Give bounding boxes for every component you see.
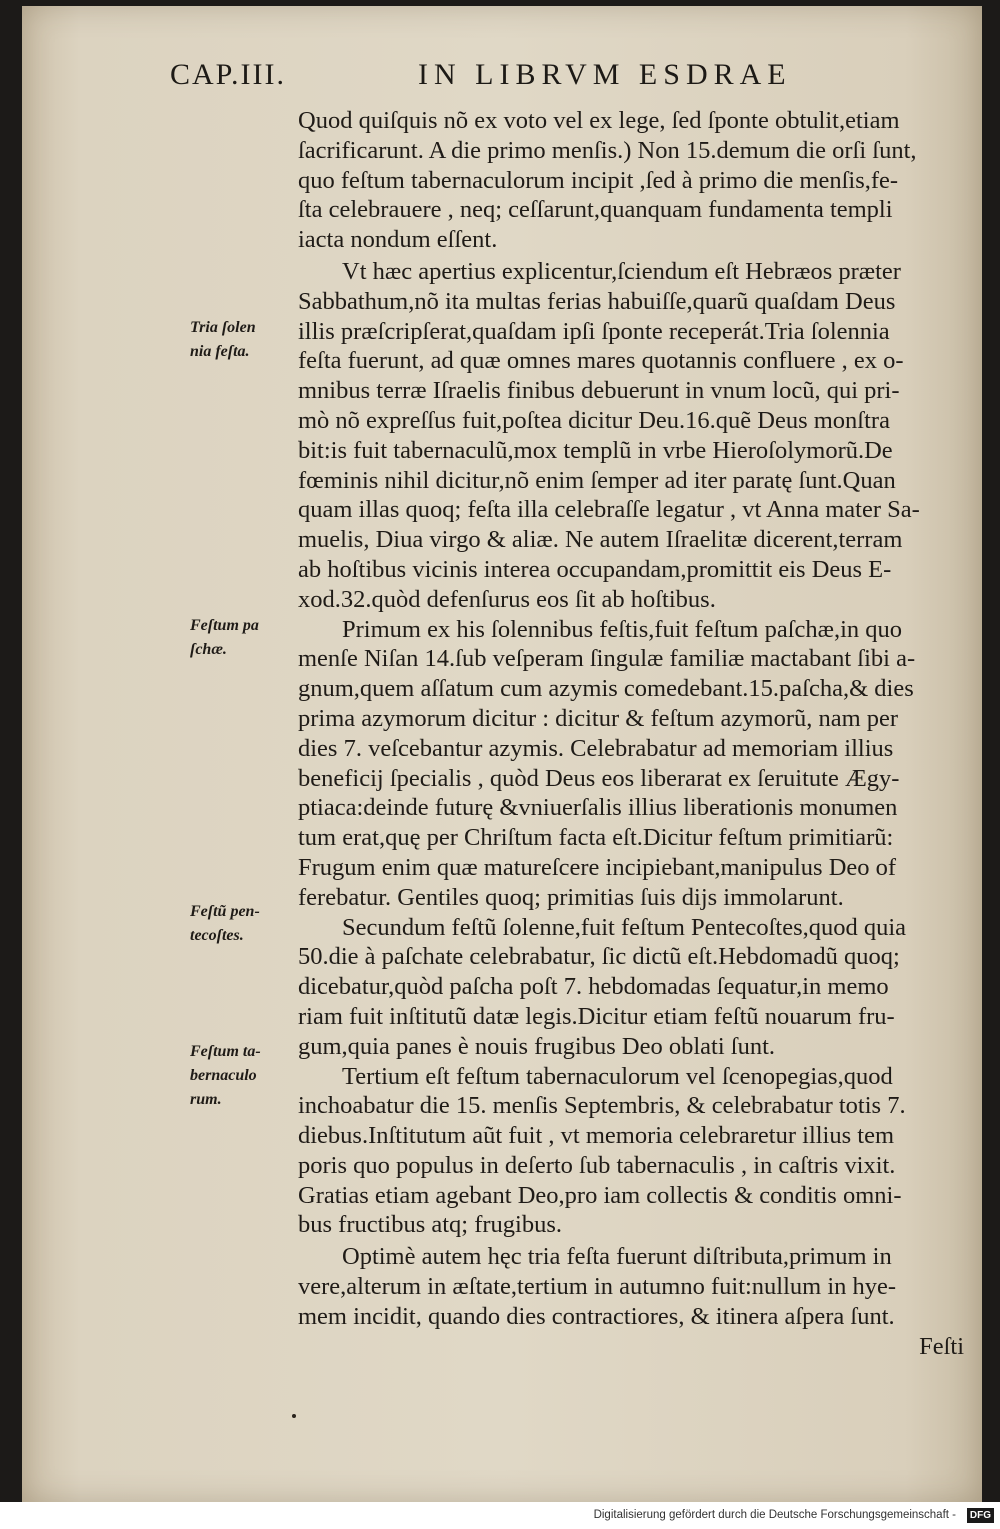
text-line: mnibus terræ Iſraelis finibus debuerunt in vnum locũ, qui pri- — [298, 377, 900, 405]
text-line: inchoabatur die 15. menſis Septembris, & celebrabatur totis 7. — [298, 1092, 906, 1120]
text-line: Optimè autem hęc tria feſta fuerunt diſtributa,primum in — [342, 1243, 892, 1271]
text-line: ferebatur. Gentiles quoq; primitias ſuis dijs immolarunt. — [298, 883, 844, 911]
text-line: Quod quiſquis nõ ex voto vel ex lege, ſed ſponte obtulit,etiam — [298, 107, 900, 134]
text-line: bit:is fuit tabernaculũ,mox templũ in vrbe Hieroſolymorũ.De — [298, 436, 893, 464]
text-line: dies 7. veſcebantur azymis. Celebrabatur ad memoriam illius — [298, 734, 894, 762]
text-line: 50.die à paſchate celebrabatur, ſic dictũ eſt.Hebdomadũ quoq; — [298, 943, 900, 971]
text-line: mò nõ expreſſus fuit,poſtea dicitur Deu.16.quẽ Deus monſtra — [298, 406, 890, 434]
text-line: Secundum feſtũ ſolenne,fuit feſtum Pentecoſtes,quod quia — [342, 913, 907, 941]
text-line: bus fructibus atq; frugibus. — [298, 1211, 563, 1239]
text-line: Tertium eſt feſtum tabernaculorum vel ſcenopegias,quod — [342, 1062, 893, 1090]
text-line: mem incidit, quando dies contractiores, & itinera aſpera ſunt. — [298, 1302, 895, 1330]
marginal-note-tria-solennia — [190, 316, 256, 364]
text-line: ptiaca:deinde futurę &vniuerſalis illius liberationis monumen — [298, 794, 898, 822]
marginal-note-line: nia feſta. — [190, 343, 250, 360]
marginal-note-festum-paschae — [190, 614, 259, 662]
text-line: Frugum enim quæ matureſcere incipiebant,manipulus Deo of — [298, 853, 897, 881]
text-line: iacta nondum eſſent. — [298, 226, 498, 254]
text-line: prima azymorum dicitur : dicitur & feſtum azymorũ, nam per — [298, 704, 899, 732]
text-line: poris quo populus in deſerto ſub tabernaculis , in caſtris vixit. — [298, 1151, 896, 1179]
text-line: Feſti — [919, 1332, 964, 1360]
text-line: menſe Niſan 14.ſub veſperam ſingulæ familiæ mactabant ſibi a- — [298, 645, 916, 673]
marginal-note-festum-tabernaculorum — [190, 1040, 261, 1112]
text-line: xod.32.quòd defenſurus eos ſit ab hoſtibus. — [298, 585, 716, 613]
text-line: tum erat,quę per Chriſtum facta eſt.Dicitur feſtum primitiarũ: — [298, 824, 894, 852]
marginal-note-line: Feſtũ pen- — [190, 903, 260, 920]
text-line: Gratias etiam agebant Deo,pro iam collectis & conditis omni- — [298, 1181, 902, 1209]
text-line: beneficij ſpecialis , quòd Deus eos liberarat ex ſeruitute Ægy- — [298, 764, 900, 792]
running-header — [170, 58, 950, 98]
marginal-note-line: ſchæ. — [190, 641, 227, 658]
footer-credit: Digitalisierung gefördert durch die Deutsche Forschungsgemeinschaft - — [593, 1509, 956, 1521]
marginal-note-line: Tria ſolen — [190, 319, 256, 336]
text-line: diebus.Inſtitutum aũt fuit , vt memoria celebraretur illius tem — [298, 1122, 895, 1150]
text-line: ſacrificarunt. A die primo menſis.) Non 15.demum die orſi ſunt, — [298, 136, 917, 164]
digitization-footer — [0, 1502, 1000, 1529]
ink-speck — [292, 1414, 296, 1418]
marginal-note-line: Feſtum pa — [190, 617, 259, 634]
marginal-note-line: tecoſtes. — [190, 927, 244, 944]
text-line: riam fuit inſtitutũ datæ legis.Dicitur etiam feſtũ nouarum fru- — [298, 1002, 895, 1030]
text-line: Vt hæc apertius explicentur,ſciendum eſt Hebræos præter — [342, 257, 901, 285]
text-line: gum,quia panes è nouis frugibus Deo oblati ſunt. — [298, 1032, 775, 1060]
text-line: Primum ex his ſolennibus feſtis,fuit feſtum paſchæ,in quo — [342, 615, 903, 643]
marginal-note-line: bernaculo — [190, 1067, 257, 1084]
text-line: dicebatur,quòd paſcha poſt 7. hebdomadas ſequatur,in memo — [298, 973, 889, 1001]
marginal-note-festum-pentecostes — [190, 900, 260, 948]
marginal-note-line: rum. — [190, 1091, 222, 1108]
text-line: muelis, Diua virgo & aliæ. Ne autem Iſraelitæ dicerent,terram — [298, 526, 903, 554]
text-line: vere,alterum in æſtate,tertium in autumno fuit:nullum in hye- — [298, 1273, 897, 1301]
chapter-number: CAP.III. — [170, 58, 287, 91]
text-line: illis præſcripſerat,quaſdam ipſi ſponte receperát.Tria ſolennia — [298, 317, 890, 345]
running-title: IN LIBRVM ESDRAE — [418, 58, 792, 91]
text-line: ſta celebrauere , neq; ceſſarunt,quanquam fundamenta templi — [298, 196, 893, 224]
text-line: fœminis nihil dicitur,nõ enim ſemper ad iter paratę ſunt.Quan — [298, 466, 896, 494]
text-line: ab hoſtibus vicinis interea occupandam,promittit eis Deus E- — [298, 555, 892, 583]
text-line: quo feſtum tabernaculorum incipit ,ſed à primo die menſis,fe- — [298, 166, 899, 194]
text-line: quam illas quoq; feſta illa celebraſſe legatur , vt Anna mater Sa- — [298, 496, 920, 524]
text-line: feſta fuerunt, ad quæ omnes mares quotannis confluere , ex o- — [298, 347, 904, 375]
text-line: gnum,quem aſſatum cum azymis comedebant.15.paſcha,& dies — [298, 675, 914, 703]
text-line: Sabbathum,nõ ita multas ferias habuiſſe,quarũ quaſdam Deus — [298, 287, 896, 315]
marginal-note-line: Feſtum ta- — [190, 1043, 261, 1060]
dfg-logo: DFG — [967, 1508, 994, 1523]
main-text — [298, 106, 966, 1361]
